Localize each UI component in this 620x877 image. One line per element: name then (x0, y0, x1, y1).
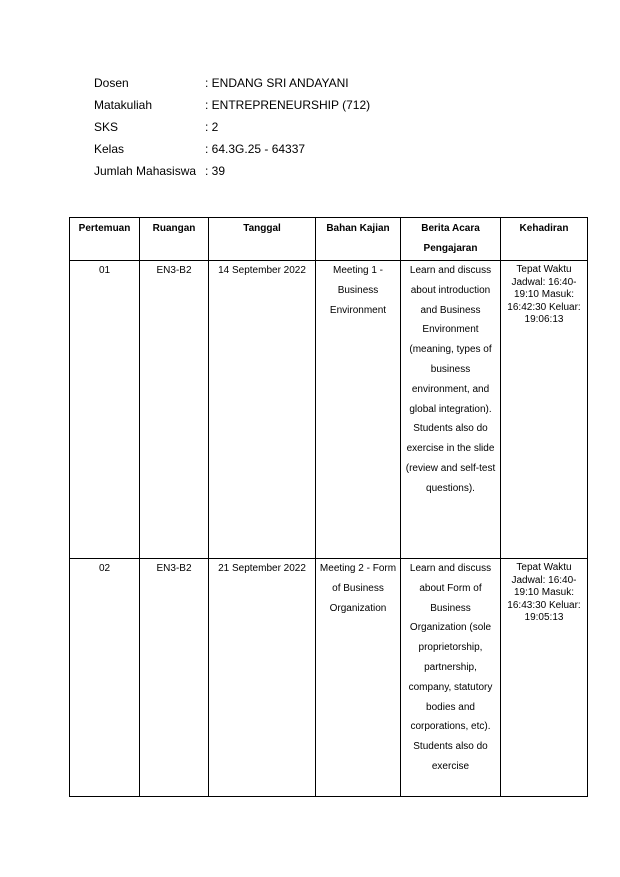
header-ruangan: Ruangan (140, 218, 209, 261)
cell-ruangan: EN3-B2 (140, 559, 209, 797)
kelas-value: : 64.3G.25 - 64337 (205, 142, 306, 156)
cell-berita-acara: Learn and discuss about Form of Business Organization (sole proprietorship, partnership, company, statutory bodies and corporations, etc). Students also do exercise (401, 559, 501, 797)
cell-pertemuan: 01 (70, 261, 140, 559)
cell-ruangan: EN3-B2 (140, 261, 209, 559)
course-info (94, 74, 370, 184)
header-bahan-kajian: Bahan Kajian (316, 218, 401, 261)
info-row-matakuliah (94, 96, 370, 118)
cell-kehadiran: Tepat Waktu Jadwal: 16:40-19:10 Masuk: 16:42:30 Keluar: 19:06:13 (501, 261, 588, 559)
table-row (70, 559, 588, 797)
header-kehadiran: Kehadiran (501, 218, 588, 261)
cell-bahan-kajian: Meeting 2 - Form of Business Organization (316, 559, 401, 797)
cell-kehadiran: Tepat Waktu Jadwal: 16:40-19:10 Masuk: 16:43:30 Keluar: 19:05:13 (501, 559, 588, 797)
info-row-dosen (94, 74, 370, 96)
cell-tanggal: 14 September 2022 (209, 261, 316, 559)
jumlah-mahasiswa-value: : 39 (205, 164, 226, 178)
dosen-label: Dosen (94, 76, 129, 90)
header-pertemuan: Pertemuan (70, 218, 140, 261)
cell-bahan-kajian: Meeting 1 - Business Environment (316, 261, 401, 559)
sks-value: : 2 (205, 120, 219, 134)
attendance-table (69, 217, 588, 797)
cell-berita-acara: Learn and discuss about introduction and Business Environment (meaning, types of business environment, and global integration). Students also do exercise in the slide (review and self-test questions). (401, 261, 501, 559)
cell-pertemuan: 02 (70, 559, 140, 797)
info-row-kelas (94, 140, 370, 162)
dosen-value: : ENDANG SRI ANDAYANI (205, 76, 349, 90)
header-berita-acara: Berita Acara Pengajaran (401, 218, 501, 261)
jumlah-mahasiswa-label: Jumlah Mahasiswa (94, 164, 197, 178)
table-header-row (70, 218, 588, 261)
kelas-label: Kelas (94, 142, 125, 156)
table-row (70, 261, 588, 559)
matakuliah-label: Matakuliah (94, 98, 153, 112)
cell-tanggal: 21 September 2022 (209, 559, 316, 797)
header-tanggal: Tanggal (209, 218, 316, 261)
matakuliah-value: : ENTREPRENEURSHIP (712) (205, 98, 371, 112)
info-row-sks (94, 118, 370, 140)
info-row-jumlah-mahasiswa (94, 162, 370, 184)
sks-label: SKS (94, 120, 119, 134)
